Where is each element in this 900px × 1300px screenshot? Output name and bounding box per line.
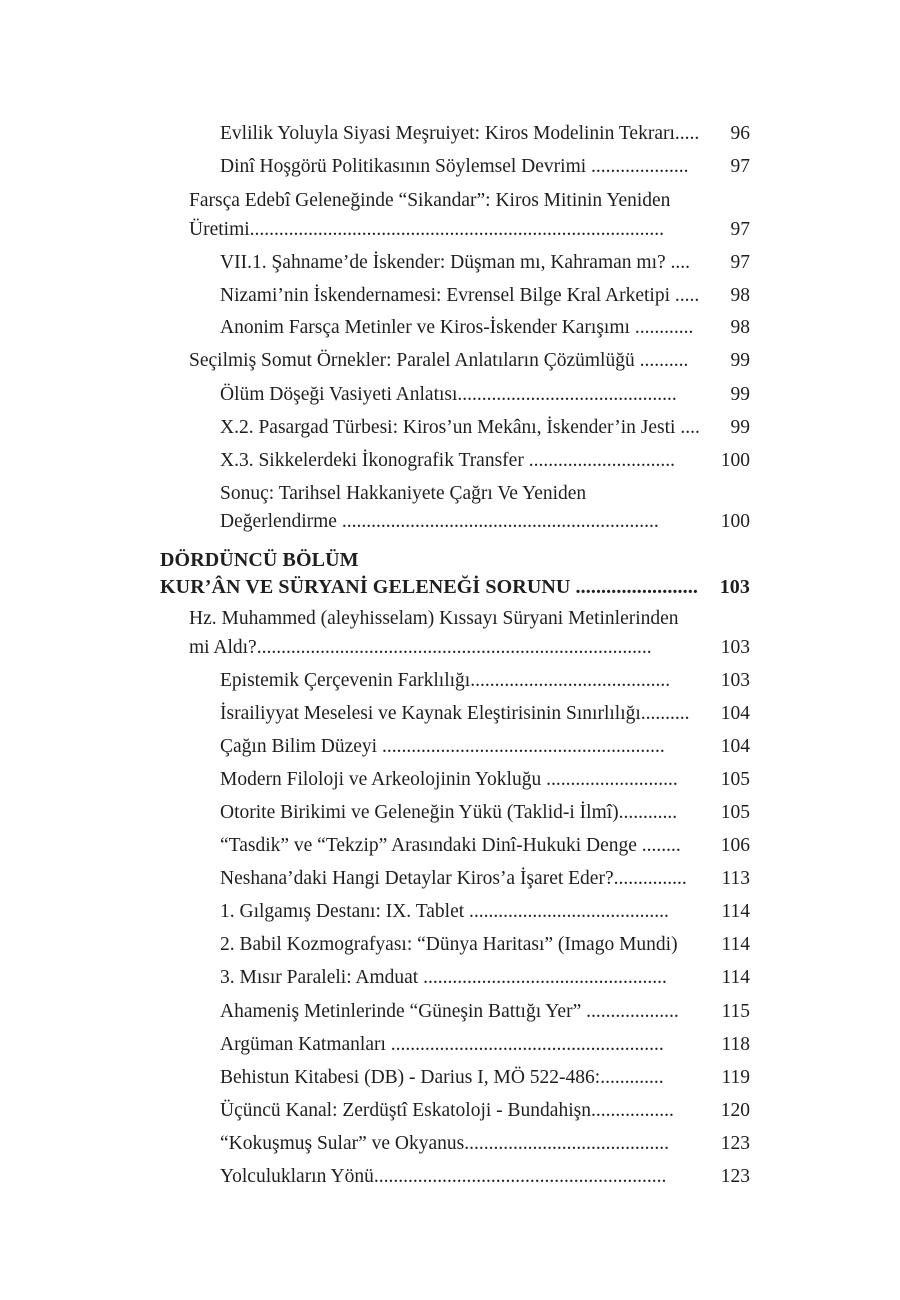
- chapter-heading: [0, 572, 900, 602]
- toc-entry-title: Epistemik Çerçevenin Farklılığı.........................................: [220, 670, 671, 691]
- toc-entry: [0, 507, 900, 537]
- toc-entry-title: X.2. Pasargad Türbesi: Kiros’un Mekânı, İskender’in Jesti ....: [220, 417, 700, 438]
- toc-page-number: 98: [730, 285, 750, 306]
- toc-entry: [0, 831, 900, 861]
- toc-entry: [0, 479, 900, 509]
- toc-entry-title: X.3. Sikkelerdeki İkonografik Transfer ..............................: [220, 450, 675, 471]
- toc-page-number: 114: [721, 967, 750, 988]
- toc-entry: [0, 930, 900, 960]
- toc-entry-title: mi Aldı?.................................................................................: [189, 637, 652, 658]
- toc-entry: [0, 380, 900, 410]
- toc-entry-title: Evlilik Yoluyla Siyasi Meşruiyet: Kiros Modelinin Tekrarı.....: [220, 123, 700, 144]
- toc-page-number: 104: [720, 736, 750, 757]
- toc-page-number: 105: [720, 802, 750, 823]
- toc-entry-title: Üçüncü Kanal: Zerdüştî Eskatoloji - Bundahişn.................: [220, 1100, 674, 1121]
- toc-entry-title: Behistun Kitabesi (DB) - Darius I, MÖ 522-486:.............: [220, 1067, 664, 1088]
- toc-entry-title: Yolculukların Yönü............................................................: [220, 1166, 667, 1187]
- toc-page-number: 100: [720, 450, 750, 471]
- toc-page-number: 100: [720, 511, 750, 532]
- toc-entry: [0, 765, 900, 795]
- toc-page-number: 115: [721, 1001, 750, 1022]
- toc-page-number: 105: [720, 769, 750, 790]
- toc-entry: [0, 248, 900, 278]
- toc-page-number: 97: [730, 252, 750, 273]
- toc-entry-title: Dinî Hoşgörü Politikasının Söylemsel Devrimi ....................: [220, 156, 689, 177]
- toc-entry-title: Anonim Farsça Metinler ve Kiros-İskender Karışımı ............: [220, 317, 694, 338]
- toc-page-number: 99: [730, 384, 750, 405]
- toc-entry-title: “Kokuşmuş Sular” ve Okyanus..........................................: [220, 1133, 670, 1154]
- toc-entry-title: 2. Babil Kozmografyası: “Dünya Haritası” (Imago Mundi): [220, 934, 678, 955]
- toc-page-number: 114: [721, 934, 750, 955]
- toc-entry-title: “Tasdik” ve “Tekzip” Arasındaki Dinî-Hukuki Denge ........: [220, 835, 681, 856]
- toc-entry-title: Otorite Birikimi ve Geleneğin Yükü (Taklid-i İlmî)............: [220, 802, 678, 823]
- toc-entry: [0, 1096, 900, 1126]
- toc-entry: [0, 633, 900, 663]
- toc-entry-title: Ölüm Döşeği Vasiyeti Anlatısı.............................................: [220, 384, 677, 405]
- toc-page-number: 114: [721, 901, 750, 922]
- toc-entry-title: Ahameniş Metinlerinde “Güneşin Battığı Yer” ...................: [220, 1001, 679, 1022]
- toc-page-number: 104: [720, 703, 750, 724]
- toc-entry-title: Değerlendirme .................................................................: [220, 511, 659, 532]
- toc-entry: [0, 413, 900, 443]
- toc-page-number: 103: [720, 670, 750, 691]
- toc-entry-title: Hz. Muhammed (aleyhisselam) Kıssayı Süryani Metinlerinden: [189, 608, 679, 629]
- toc-page-number: 97: [730, 156, 750, 177]
- toc-page-number: 98: [730, 317, 750, 338]
- toc-entry-title: Neshana’daki Hangi Detaylar Kiros’a İşaret Eder?...............: [220, 868, 687, 889]
- toc-entry: [0, 186, 900, 216]
- toc-entry-title: DÖRDÜNCÜ BÖLÜM: [160, 549, 359, 571]
- toc-entry: [0, 346, 900, 376]
- toc-page-number: 106: [720, 835, 750, 856]
- toc-entry: [0, 1129, 900, 1159]
- toc-entry: [0, 997, 900, 1027]
- toc-entry-title: Çağın Bilim Düzeyi ..........................................................: [220, 736, 665, 757]
- toc-entry-title: Farsça Edebî Geleneğinde “Sikandar”: Kiros Mitinin Yeniden: [189, 190, 671, 211]
- toc-page-number: 96: [730, 123, 750, 144]
- toc-entry: [0, 732, 900, 762]
- toc-entry: [0, 119, 900, 149]
- toc-entry: [0, 313, 900, 343]
- toc-entry: [0, 798, 900, 828]
- toc-page-number: 97: [730, 219, 750, 240]
- toc-entry: [0, 864, 900, 894]
- toc-entry-title: Üretimi.....................................................................................: [189, 219, 665, 240]
- toc-entry-title: Sonuç: Tarihsel Hakkaniyete Çağrı Ve Yeniden: [220, 483, 587, 504]
- toc-page-number: 123: [720, 1133, 750, 1154]
- toc-entry: [0, 1162, 900, 1192]
- toc-entry-title: Modern Filoloji ve Arkeolojinin Yokluğu ...........................: [220, 769, 678, 790]
- toc-entry: [0, 446, 900, 476]
- toc-page-number: 118: [721, 1034, 750, 1055]
- chapter-heading: [0, 545, 900, 575]
- toc-entry-title: Seçilmiş Somut Örnekler: Paralel Anlatıların Çözümlüğü ..........: [189, 350, 689, 371]
- toc-entry-title: İsrailiyyat Meselesi ve Kaynak Eleştirisinin Sınırlılığı..........: [220, 703, 690, 724]
- toc-entry: [0, 152, 900, 182]
- toc-entry: [0, 215, 900, 245]
- toc-page-number: 120: [720, 1100, 750, 1121]
- toc-entry-title: 3. Mısır Paraleli: Amduat ..................................................: [220, 967, 667, 988]
- toc-entry: [0, 1030, 900, 1060]
- toc-entry-title: 1. Gılgamış Destanı: IX. Tablet .........................................: [220, 901, 669, 922]
- toc-entry-title: Nizami’nin İskendernamesi: Evrensel Bilge Kral Arketipi .....: [220, 285, 700, 306]
- toc-page-number: 119: [721, 1067, 750, 1088]
- toc-page-number: 99: [730, 417, 750, 438]
- toc-entry: [0, 897, 900, 927]
- toc-page-number: 113: [721, 868, 750, 889]
- toc-entry-title: Argüman Katmanları ........................................................: [220, 1034, 664, 1055]
- toc-entry: [0, 963, 900, 993]
- toc-page-number: 123: [720, 1166, 750, 1187]
- toc-entry: [0, 699, 900, 729]
- toc-page-number: 103: [719, 576, 750, 598]
- toc-page-number: 99: [730, 350, 750, 371]
- toc-entry: [0, 281, 900, 311]
- toc-entry: [0, 1063, 900, 1093]
- toc-page-number: 103: [720, 637, 750, 658]
- toc-entry-title: VII.1. Şahname’de İskender: Düşman mı, Kahraman mı? ....: [220, 252, 691, 273]
- toc-entry: [0, 666, 900, 696]
- toc-entry-title: KUR’ÂN VE SÜRYANİ GELENEĞİ SORUNU ........................: [160, 576, 698, 598]
- toc-entry: [0, 604, 900, 634]
